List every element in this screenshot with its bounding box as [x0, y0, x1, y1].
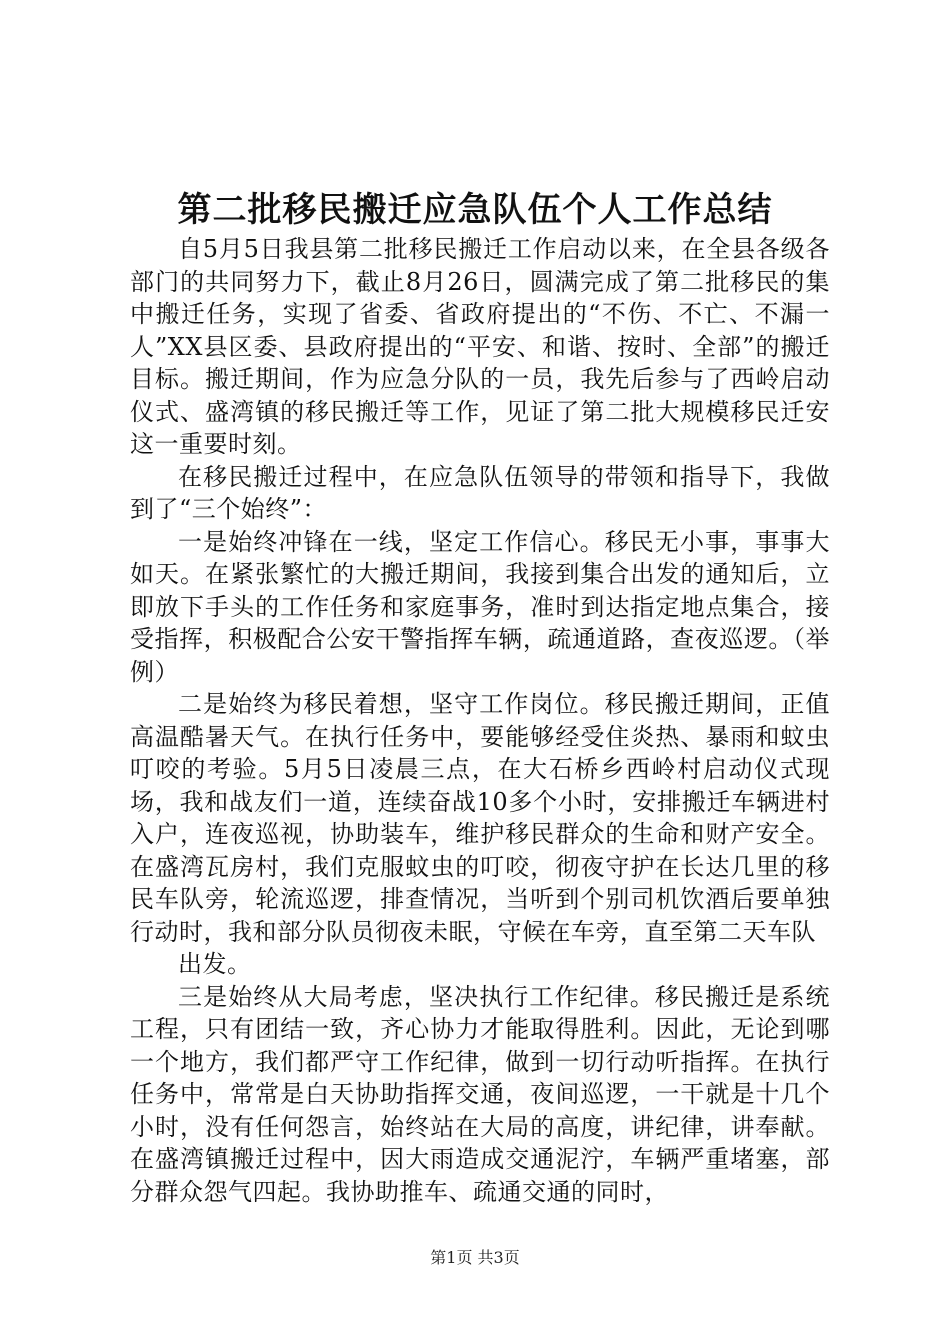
paragraph-point-three: 三是始终从大局考虑，坚决执行工作纪律。移民搬迁是系统工程，只有团结一致，齐心协力才能取得胜利。因此，无论到哪一个地方，我们都严守工作纪律，做到一切行动听指挥。在执行任务中，常常是白天协助指挥交通，夜间巡逻，一干就是十几个小时，没有任何怨言，始终站在大局的高度，讲纪律，讲奉献。在盛湾镇搬迁过程中，因大雨造成交通泥泞，车辆严重堵塞，部分群众怨气四起。我协助推车、疏通交通的同时， [130, 982, 830, 1206]
document-title: 第二批移民搬迁应急队伍个人工作总结 [177, 190, 773, 230]
document-body [130, 233, 830, 1208]
page-footer: 第1页 共3页 [430, 1248, 520, 1267]
paragraph-intro: 自5月5日我县第二批移民搬迁工作启动以来，在全县各级各部门的共同努力下，截止8月26日，圆满完成了第二批移民的集中搬迁任务，实现了省委、省政府提出的“不伤、不亡、不漏一人”XX县区委、县政府提出的“平安、和谐、按时、全部”的搬迁目标。搬迁期间，作为应急分队的一员，我先后参与了西岭启动仪式、盛湾镇的移民搬迁等工作，见证了第二批大规模移民迁安这一重要时刻。 [130, 235, 830, 458]
paragraph-continuation: 出发。 [178, 950, 252, 978]
paragraph-point-two: 二是始终为移民着想，坚守工作岗位。移民搬迁期间，正值高温酷暑天气。在执行任务中，要能够经受住炎热、暴雨和蚊虫叮咬的考验。5月5日凌晨三点，在大石桥乡西岭村启动仪式现场，我和战友们一道，连续奋战10多个小时，安排搬迁车辆进村入户，连夜巡视，协助装车，维护移民群众的生命和财产安全。在盛湾瓦房村，我们克服蚊虫的叮咬，彻夜守护在长达几里的移民车队旁，轮流巡逻，排查情况，当听到个别司机饮酒后要单独行动时，我和部分队员彻夜未眠，守候在车旁，直至第二天车队 [130, 690, 830, 946]
paragraph-three-always: 在移民搬迁过程中，在应急队伍领导的带领和指导下，我做到了“三个始终”： [130, 462, 830, 523]
paragraph-point-one: 一是始终冲锋在一线，坚定工作信心。移民无小事，事事大如天。在紧张繁忙的大搬迁期间，我接到集合出发的通知后，立即放下手头的工作任务和家庭事务，准时到达指定地点集合，接受指挥，积极配合公安干警指挥车辆，疏通道路，查夜巡逻。（举例） [130, 527, 830, 686]
